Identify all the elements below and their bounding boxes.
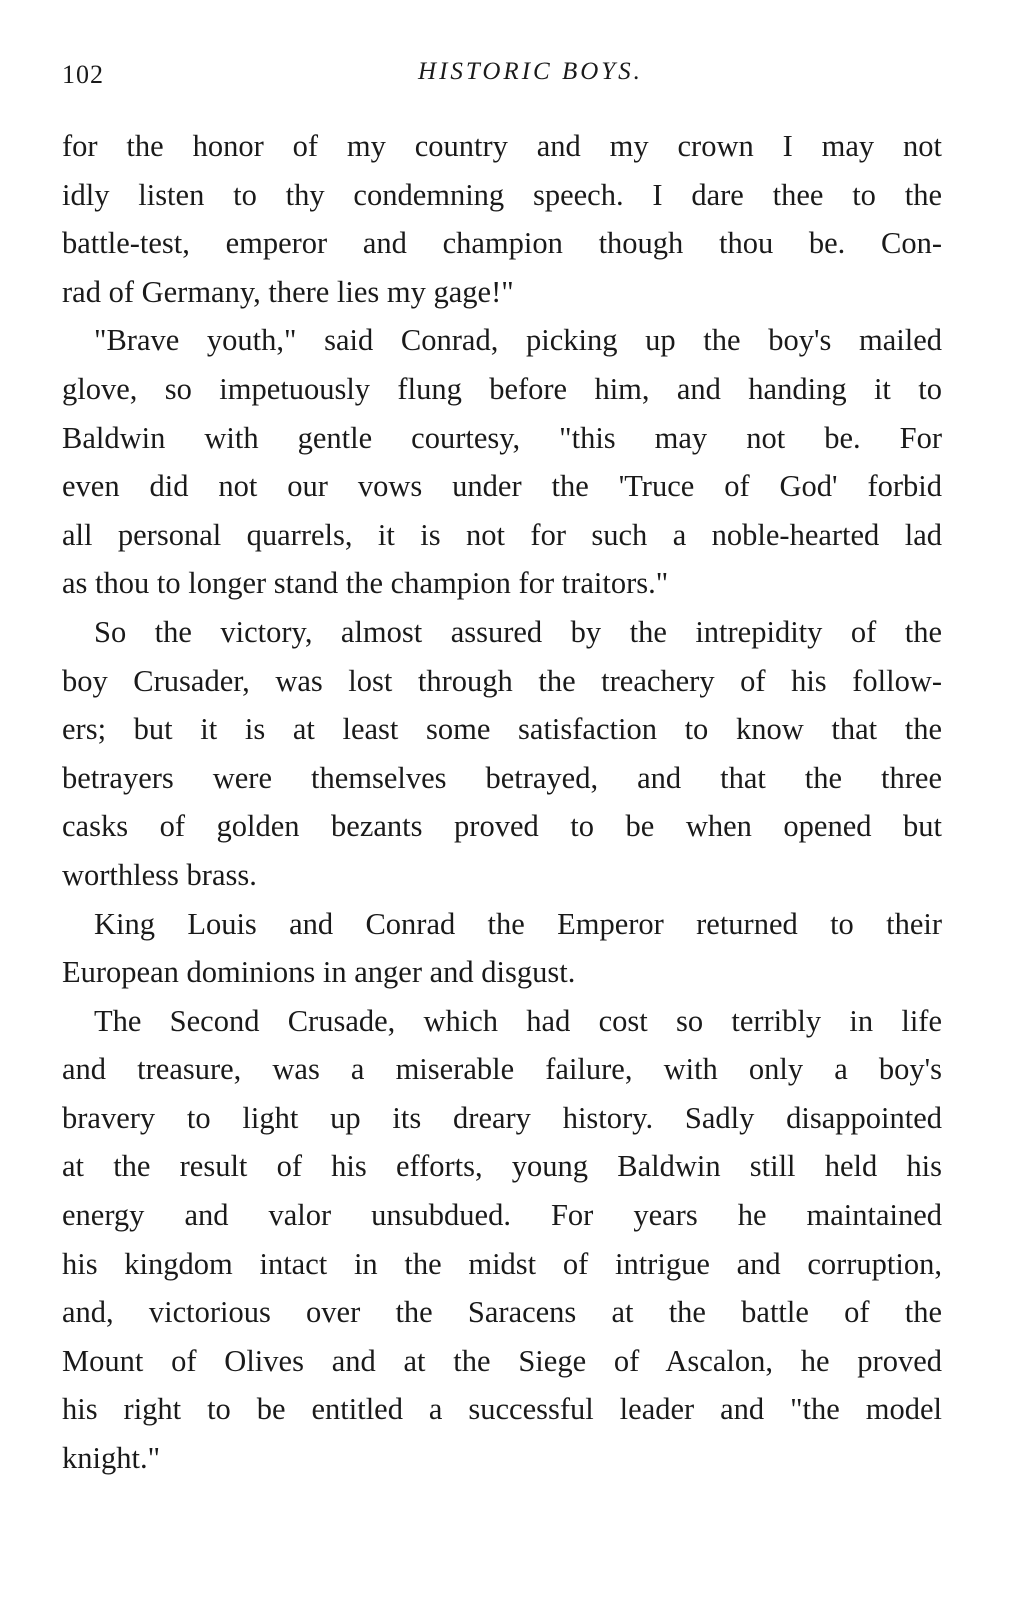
text-line: battle-test, emperor and champion though thou be. Con-: [62, 226, 942, 261]
paragraph: [62, 122, 942, 316]
page-number: 102: [62, 60, 104, 89]
text-line: boy Crusader, was lost through the treachery of his follow-: [62, 663, 942, 698]
text-line: "Brave youth," said Conrad, picking up the boy's mailed: [94, 323, 942, 358]
body-text: [62, 122, 942, 1483]
paragraph: [62, 900, 942, 997]
text-line: for the honor of my country and my crown I may not: [62, 129, 942, 163]
text-line: all personal quarrels, it is not for such a noble-hearted lad: [62, 517, 942, 552]
running-head: HISTORIC BOYS.: [418, 58, 643, 85]
text-line: Baldwin with gentle courtesy, "this may not be. For: [62, 420, 942, 455]
text-line: casks of golden bezants proved to be when opened but: [62, 809, 942, 844]
text-line: his right to be entitled a successful leader and "the model: [62, 1392, 942, 1427]
text-line: King Louis and Conrad the Emperor returned to their: [94, 906, 942, 941]
text-line: as thou to longer stand the champion for traitors.": [62, 566, 669, 601]
text-line: So the victory, almost assured by the intrepidity of the: [94, 614, 942, 649]
text-line: even did not our vows under the 'Truce of God' forbid: [62, 469, 942, 504]
text-line: and, victorious over the Saracens at the battle of the: [62, 1295, 942, 1330]
text-line: glove, so impetuously flung before him, and handing it to: [62, 371, 942, 406]
paragraph: [62, 997, 942, 1483]
text-line: worthless brass.: [62, 857, 257, 892]
text-line: at the result of his efforts, young Baldwin still held his: [62, 1149, 942, 1184]
text-line: energy and valor unsubdued. For years he maintained: [62, 1198, 942, 1233]
text-line: ers; but it is at least some satisfaction to know that the: [62, 712, 942, 747]
text-line: rad of Germany, there lies my gage!": [62, 274, 514, 309]
text-line: betrayers were themselves betrayed, and that the three: [62, 760, 942, 795]
paragraph: [62, 316, 942, 608]
text-line: The Second Crusade, which had cost so terribly in life: [94, 1003, 942, 1038]
text-line: his kingdom intact in the midst of intrigue and corruption,: [62, 1246, 942, 1281]
paragraph: [62, 608, 942, 900]
text-line: and treasure, was a miserable failure, with only a boy's: [62, 1052, 942, 1087]
text-line: European dominions in anger and disgust.: [62, 955, 576, 990]
text-line: Mount of Olives and at the Siege of Ascalon, he proved: [62, 1343, 942, 1378]
text-line: idly listen to thy condemning speech. I dare thee to the: [62, 177, 942, 212]
text-line: bravery to light up its dreary history. Sadly disappointed: [62, 1100, 942, 1135]
text-line: knight.": [62, 1441, 161, 1476]
